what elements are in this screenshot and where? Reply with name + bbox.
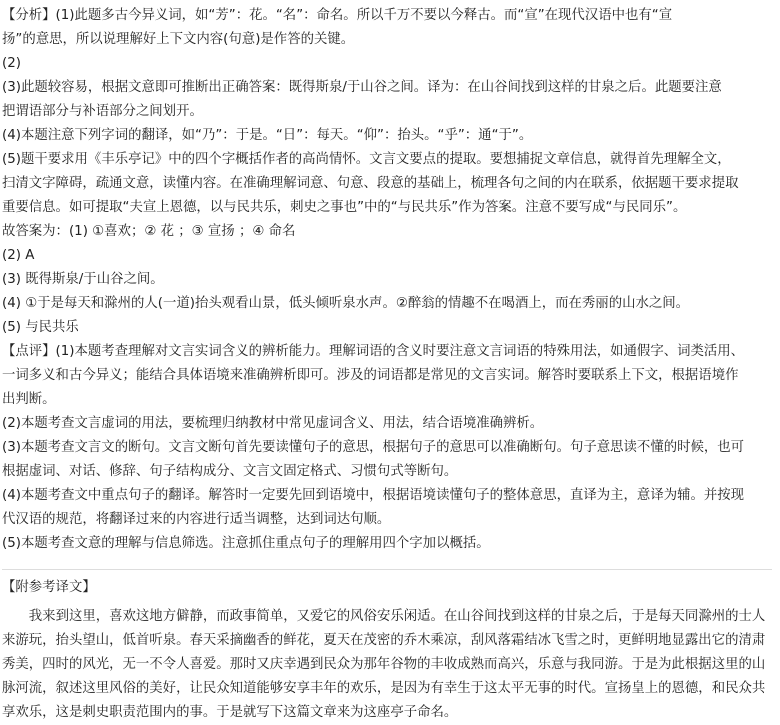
answer-line: (4) ①于是每天和滁州的人(一道)抬头观看山景，低头倾听泉水声。②醉翁的情趣不在喝酒上，而在秀丽的山水之间。: [2, 296, 690, 311]
comment-line: (4)本题考查文中重点句子的翻译。解答时一定要先回到语境中，根据语境读懂句子的整体意思，直译为主，意译为辅。并按现: [2, 488, 745, 503]
appendix-section: [2, 576, 772, 725]
analysis-line: 【分析】(1)此题多古今异义词，如“芳”：花。“名”：命名。所以千万不要以今释古。而“宣”在现代汉语中也有“宣: [2, 8, 673, 23]
answer-line: (2) A: [2, 248, 35, 263]
comment-line: (3)本题考查文言文的断句。文言文断句首先要读懂句子的意思，根据句子的意思可以准确断句。句子意思读不懂的时候，也可: [2, 440, 745, 455]
analysis-line: 把谓语部分与补语部分之间划开。: [2, 104, 203, 119]
translation-block: [2, 605, 772, 725]
comment-line: 一词多义和古今异义；能结合具体语境来准确辨析即可。涉及的词语都是常见的文言实词。解答时要联系上下文，根据语境作: [2, 368, 739, 383]
comment-line: 出判断。: [2, 392, 56, 407]
analysis-line: 扫清文字障碍，疏通文意，读懂内容。在准确理解词意、句意、段意的基础上，梳理各句之间的内在联系，依据题干要求提取: [2, 176, 739, 191]
analysis-section: [2, 4, 772, 340]
section-divider: [2, 569, 772, 570]
appendix-title: 【附参考译文】: [2, 580, 96, 595]
answer-line: (5) 与民共乐: [2, 320, 79, 335]
analysis-line: (4)本题注意下列字词的翻译，如“乃”：于是。“日”：每天。“仰”：抬头。“乎”：通“于”。: [2, 128, 533, 143]
comment-line: 根据虚词、对话、修辞、句子结构成分、文言文固定格式、习惯句式等断句。: [2, 464, 458, 479]
comment-section: [2, 340, 772, 556]
answer-line: 故答案为：(1) ①喜欢；② 花 ；③ 宣扬 ；④ 命名: [2, 224, 296, 239]
analysis-line: (5)题干要求用《丰乐亭记》中的四个字概括作者的高尚情怀。文言文要点的提取。要想捕捉文章信息，就得首先理解全文，: [2, 152, 731, 167]
comment-line: (2)本题考查文言虚词的用法，要梳理归纳教材中常见虚词含义、用法，结合语境准确辨析。: [2, 416, 544, 431]
analysis-line: (3)此题较容易，根据文意即可推断出正确答案：既得斯泉/于山谷之间。译为：在山谷间找到这样的甘泉之后。此题要注意: [2, 80, 722, 95]
translation-paragraph: 我来到这里，喜欢这地方僻静，而政事简单，又爱它的风俗安乐闲适。在山谷间找到这样的甘泉之后，于是每天同滁州的士人来游玩，抬头望山，低首听泉。春天采摘幽香的鲜花，夏天在茂密的乔木乘凉，刮风落霜结冰飞雪之时，更鲜明地显露出它的清肃秀美，四时的风光，无一不令人喜爱。那时又庆幸遇到民众为那年谷物的丰收成熟而高兴，乐意与我同游。于是为此根据这里的山脉河流，叙述这里风俗的美好，让民众知道能够安享丰年的欢乐，是因为有幸生于这太平无事的时代。宣扬皇上的恩德，和民众共享欢乐，这是刺史职责范围内的事。于是就写下这篇文章来为这座亭子命名。: [2, 609, 766, 720]
analysis-line: 扬”的意思，所以说理解好上下文内容(句意)是作答的关键。: [2, 32, 355, 47]
comment-line: (5)本题考查文意的理解与信息筛选。注意抓住重点句子的理解用四个字加以概括。: [2, 536, 490, 551]
comment-line: 代汉语的规范，将翻译过来的内容进行适当调整，达到词达句顺。: [2, 512, 391, 527]
answer-line: (3) 既得斯泉/于山谷之间。: [2, 272, 164, 287]
comment-line: 【点评】(1)本题考查理解对文言实词含义的辨析能力。理解词语的含义时要注意文言词语的特殊用法，如通假字、词类活用、: [2, 344, 745, 359]
analysis-line: (2): [2, 56, 21, 71]
analysis-line: 重要信息。如可提取“夫宣上恩德，以与民共乐，刺史之事也”中的“与民共乐”作为答案。注意不要写成“与民同乐”。: [2, 200, 687, 215]
